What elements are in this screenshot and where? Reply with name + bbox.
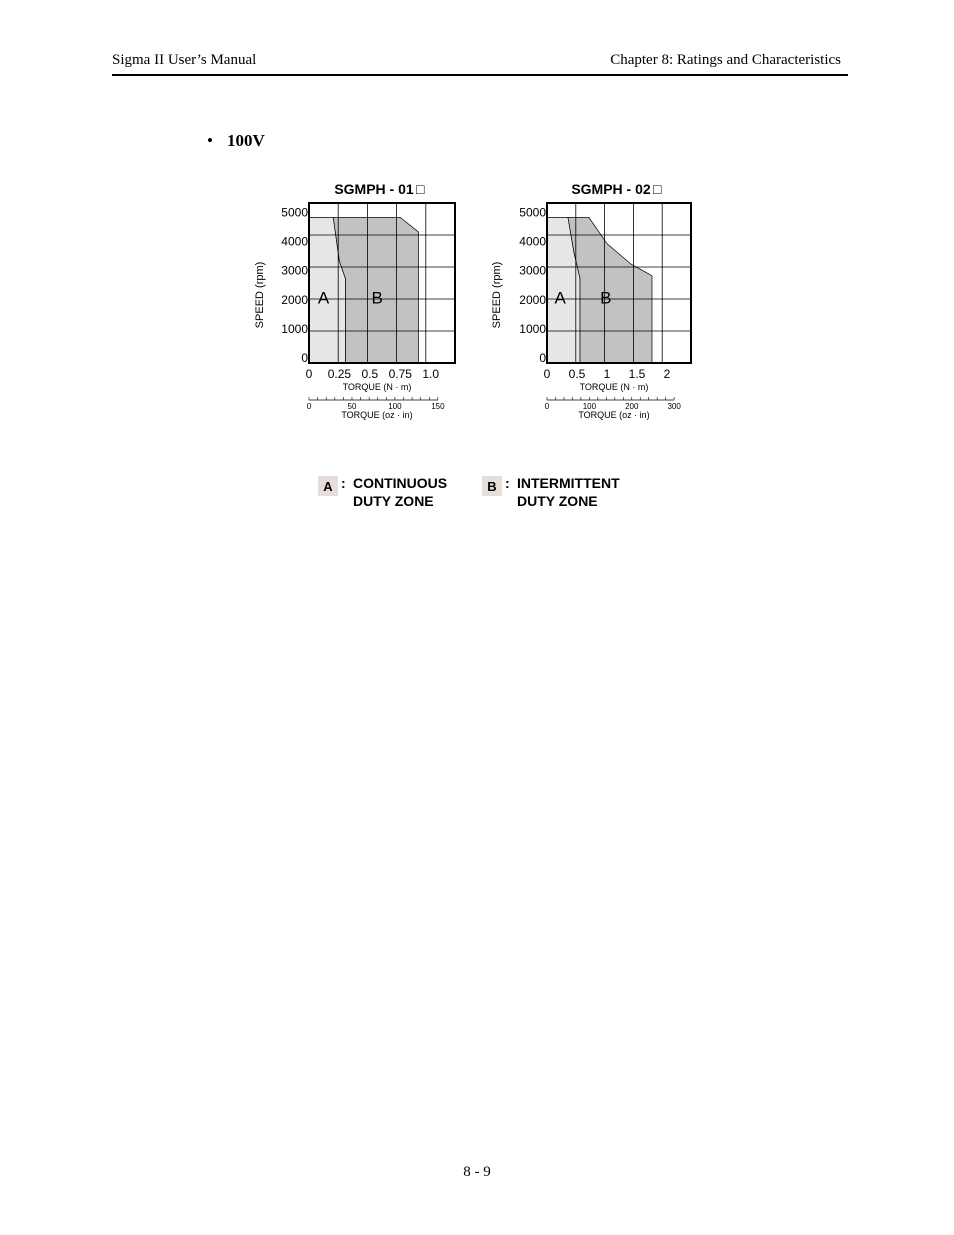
section-title: 100V [226, 131, 265, 150]
secondary-tick-label: 300 [667, 402, 681, 411]
secondary-tick-label: 100 [388, 402, 402, 411]
x-tick-label: 2 [663, 367, 671, 381]
legend-box-b: B [482, 476, 502, 496]
section-bullet-100v [207, 131, 265, 151]
x-tick-label: 1.5 [628, 367, 646, 381]
y-tick-label: 1000 [519, 321, 546, 336]
legend-a-line1: CONTINUOUS [353, 475, 448, 491]
y-tick-label: 0 [539, 351, 546, 365]
chart-svg [248, 170, 488, 430]
y-tick-label: 3000 [281, 263, 308, 278]
y-tick-label: 3000 [519, 263, 546, 278]
x-tick-label: 0 [543, 367, 551, 381]
zone-a-label: A [554, 288, 566, 308]
secondary-tick-label: 0 [306, 402, 312, 411]
y-tick-label: 5000 [281, 205, 308, 220]
legend-box-a: A [318, 476, 338, 496]
zone-a-label: A [317, 288, 330, 308]
y-tick-label: 4000 [519, 234, 546, 249]
zone-b-label: B [600, 288, 612, 308]
zone-b-label: B [371, 288, 383, 308]
x-tick-label: 0.25 [327, 367, 352, 381]
chart-sgmph-02 [485, 170, 725, 430]
legend-b-line2: DUTY ZONE [517, 493, 598, 509]
secondary-tick-label: 100 [582, 402, 597, 411]
y-tick-label: 2000 [519, 292, 546, 307]
chart-title: SGMPH - 02 [571, 181, 651, 197]
legend-colon-a: : [341, 475, 346, 491]
secondary-tick-label: 0 [544, 402, 550, 411]
x-tick-label: 1 [603, 367, 611, 381]
legend-colon-b: : [505, 475, 510, 491]
secondary-axis-label: TORQUE (oz · in) [578, 410, 650, 420]
y-tick-label: 2000 [281, 292, 308, 307]
y-tick-label: 4000 [281, 234, 308, 249]
title-square-icon: □ [653, 181, 662, 197]
bullet-dot: • [207, 131, 213, 150]
y-axis-label: SPEED (rpm) [254, 261, 266, 329]
chart-title: SGMPH - 01 [334, 181, 414, 197]
running-header-chapter: Chapter 8: Ratings and Characteristics [610, 52, 841, 68]
y-tick-label: 5000 [519, 205, 546, 220]
running-header-title: Sigma II User’s Manual [112, 52, 257, 68]
secondary-tick-label: 200 [625, 402, 639, 411]
y-tick-label: 1000 [281, 321, 308, 336]
x-tick-label: 0.5 [568, 367, 586, 381]
x-axis-label: TORQUE (N · m) [579, 382, 649, 392]
x-tick-label: 0 [305, 367, 313, 381]
title-square-icon: □ [416, 181, 425, 197]
header-rule [112, 74, 848, 76]
x-tick-label: 0.75 [388, 367, 412, 381]
secondary-tick-label: 50 [347, 402, 357, 411]
y-tick-label: 0 [301, 351, 308, 365]
legend-b-line1: INTERMITTENT [517, 475, 620, 491]
legend-a-line2: DUTY ZONE [353, 493, 434, 509]
page-number: 8 - 9 [463, 1164, 491, 1180]
secondary-tick-label: 150 [431, 402, 445, 411]
x-tick-label: 0.5 [361, 367, 379, 381]
chart-sgmph-01 [248, 170, 488, 430]
secondary-axis-label: TORQUE (oz · in) [341, 410, 413, 420]
x-axis-label: TORQUE (N · m) [342, 382, 412, 392]
y-axis-label: SPEED (rpm) [491, 261, 503, 329]
chart-svg [485, 170, 725, 430]
x-tick-label: 1.0 [422, 367, 440, 381]
